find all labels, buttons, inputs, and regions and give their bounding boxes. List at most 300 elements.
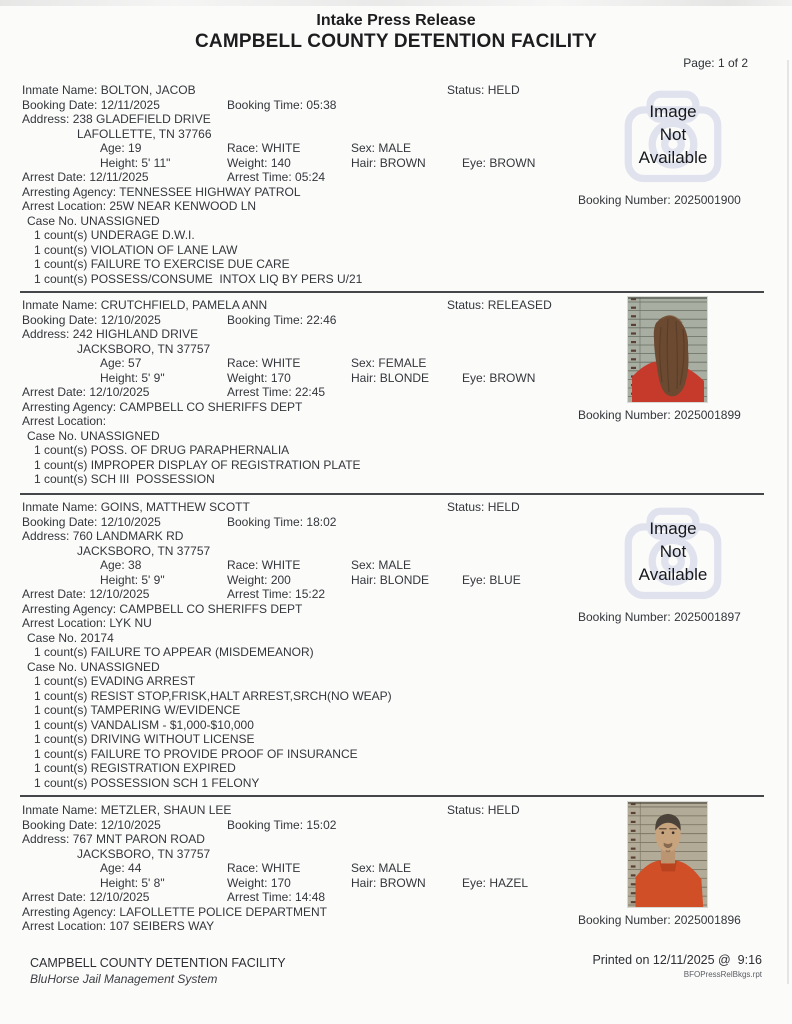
booking-time-field-value: 22:46 (306, 312, 337, 327)
race-field-label: Race: (227, 558, 259, 572)
status-field-value: RELEASED (487, 298, 552, 312)
hair-field-label: Hair: (351, 875, 377, 890)
arresting-agency-field-label: Arresting Agency: (22, 399, 117, 414)
height-field-label: Height: (100, 370, 139, 385)
address-field-value: 242 HIGHLAND DRIVE (72, 327, 199, 341)
inmate-name-field-label: Inmate Name: (22, 803, 98, 817)
eye-field-label: Eye: (462, 875, 487, 890)
record-line (0, 703, 792, 718)
charge-line (34, 243, 237, 257)
address-city-field-value: JACKSBORO, TN 37757 (77, 543, 211, 558)
arrest-location-field-value: LYK NU (109, 616, 152, 630)
booking-number-label: Booking Number: (578, 610, 671, 624)
status-field-value: HELD (487, 83, 520, 97)
arrest-time-field-label: Arrest Time: (227, 385, 292, 399)
record-line (0, 674, 792, 689)
hair-field (351, 371, 429, 385)
sex-field-value: MALE (378, 558, 412, 572)
image-na-text: Available (638, 148, 708, 167)
booking-number-value: 2025001899 (674, 408, 741, 422)
footer-printed-timestamp: Printed on 12/11/2025 @ 9:16 (592, 953, 762, 967)
height-field (100, 371, 165, 385)
booking-time-field-label: Booking Time: (227, 514, 304, 529)
weight-field (227, 156, 291, 170)
age-field-label: Age: (100, 141, 125, 155)
image-na-text: Not (659, 542, 687, 561)
inmate-name-field-label: Inmate Name: (22, 298, 98, 312)
record-line (0, 472, 792, 487)
race-field-label: Race: (227, 141, 259, 155)
charge-line-value: RESIST STOP,FRISK,HALT ARREST,SRCH(NO WEAP) (90, 688, 392, 703)
hair-field-value: BLONDE (379, 370, 430, 385)
status-field-label: Status: (447, 298, 485, 312)
status-field-value: HELD (487, 500, 520, 514)
arresting-agency-field-label: Arresting Agency: (22, 904, 117, 919)
charge-line-value: REGISTRATION EXPIRED (90, 761, 236, 775)
arresting-agency-field-label: Arresting Agency: (22, 601, 117, 616)
booking-time-field-label: Booking Time: (227, 312, 304, 327)
arrest-time-field-value: 05:24 (295, 170, 326, 184)
charge-line-value: POSSESSION SCH 1 FELONY (90, 775, 260, 790)
record-line (0, 429, 792, 444)
booking-number (578, 193, 741, 207)
case-number-field-label: Case No. (27, 630, 78, 645)
booking-time-field-value: 18:02 (306, 514, 337, 529)
race-field (227, 356, 300, 370)
height-field (100, 156, 170, 170)
arrest-time-field-label: Arrest Time: (227, 587, 292, 601)
charge-line-value: VANDALISM - $1,000-$10,000 (90, 717, 254, 732)
charge-line-label: 1 count(s) (34, 457, 88, 472)
charge-line (34, 747, 358, 761)
image-na-text: Image (649, 102, 697, 121)
address-city-field (77, 544, 210, 558)
charge-line (34, 443, 289, 457)
arrest-date-field-value: 12/10/2025 (89, 385, 150, 399)
case-number-field (27, 660, 160, 674)
case-number-field (27, 214, 160, 228)
booking-time-field-value: 05:38 (306, 97, 337, 112)
record-line (0, 257, 792, 272)
inmate-record (0, 803, 792, 934)
race-field (227, 141, 300, 155)
weight-field-value: 170 (270, 875, 291, 890)
eye-field-value: BROWN (489, 155, 536, 170)
sex-field (351, 141, 411, 155)
sex-field-value: MALE (378, 141, 412, 155)
arresting-agency-field (22, 602, 302, 616)
address-field-label: Address: (22, 112, 70, 126)
weight-field-label: Weight: (227, 370, 268, 385)
record-line (0, 458, 792, 473)
race-field-value: WHITE (261, 558, 301, 572)
status-field (447, 83, 520, 97)
weight-field-value: 170 (270, 370, 291, 385)
booking-time-field-value: 15:02 (306, 817, 337, 832)
eye-field-label: Eye: (462, 370, 487, 385)
arresting-agency-field-value: CAMPBELL CO SHERIFFS DEPT (119, 399, 303, 414)
booking-number-label: Booking Number: (578, 193, 671, 207)
arrest-time-field-label: Arrest Time: (227, 170, 292, 184)
sex-field-value: FEMALE (378, 356, 427, 370)
inmate-name-field (22, 83, 196, 97)
inmate-record (0, 500, 792, 790)
age-field-value: 44 (128, 861, 142, 875)
report-title: Intake Press Release (316, 12, 476, 29)
sex-field-label: Sex: (351, 861, 376, 875)
arresting-agency-field (22, 185, 301, 199)
booking-date-field (22, 515, 161, 529)
address-city-field-value: JACKSBORO, TN 37757 (77, 846, 211, 861)
booking-time-field (227, 98, 336, 112)
case-number-field-value: UNASSIGNED (80, 659, 160, 674)
arrest-time-field (227, 385, 325, 399)
address-city-field-value: LAFOLLETTE, TN 37766 (77, 126, 212, 141)
race-field-value: WHITE (261, 356, 301, 370)
charge-line-label: 1 count(s) (34, 703, 88, 717)
charge-line-label: 1 count(s) (34, 761, 88, 775)
height-field (100, 573, 165, 587)
arresting-agency-field (22, 400, 302, 414)
weight-field-value: 200 (270, 572, 291, 587)
arrest-date-field (22, 385, 149, 399)
arrest-date-field-value: 12/11/2025 (89, 170, 149, 184)
inmate-name-field (22, 500, 250, 514)
status-field (447, 803, 520, 817)
case-number-field-label: Case No. (27, 428, 78, 443)
height-field-value: 5' 9" (141, 572, 165, 587)
height-field-label: Height: (100, 875, 139, 890)
address-city-field (77, 342, 210, 356)
sex-field-label: Sex: (351, 558, 376, 572)
hair-field (351, 156, 426, 170)
arrest-date-field (22, 890, 149, 904)
height-field-value: 5' 8" (141, 875, 165, 890)
arrest-date-field (22, 587, 149, 601)
weight-field (227, 876, 291, 890)
weight-field (227, 573, 291, 587)
arrest-location-field-label: Arrest Location: (22, 414, 107, 428)
booking-number-label: Booking Number: (578, 408, 671, 422)
address-field-value: 767 MNT PARON ROAD (72, 832, 205, 846)
arrest-time-field (227, 890, 325, 904)
height-field (100, 876, 165, 890)
charge-line-value: SCH III POSSESSION (90, 472, 215, 486)
weight-field-label: Weight: (227, 572, 268, 587)
arrest-time-field-value: 14:48 (295, 890, 326, 904)
arrest-location-field (22, 414, 109, 428)
charge-line-label: 1 count(s) (34, 688, 88, 703)
race-field (227, 861, 300, 875)
sex-field (351, 356, 426, 370)
address-field (22, 529, 183, 543)
eye-field (462, 371, 535, 385)
address-field-label: Address: (22, 327, 70, 341)
charge-line-label: 1 count(s) (34, 242, 88, 257)
booking-number (578, 610, 741, 624)
charge-line (34, 718, 254, 732)
status-field (447, 500, 520, 514)
eye-field-label: Eye: (462, 572, 487, 587)
booking-date-field-label: Booking Date: (22, 817, 98, 832)
age-field-value: 57 (128, 356, 142, 370)
record-line (0, 747, 792, 762)
booking-date-field-label: Booking Date: (22, 312, 98, 327)
arresting-agency-field-label: Arresting Agency: (22, 184, 117, 199)
race-field-value: WHITE (261, 141, 301, 155)
charge-line-value: TAMPERING W/EVIDENCE (90, 703, 241, 717)
record-divider (20, 493, 764, 495)
age-field (100, 356, 141, 370)
race-field-value: WHITE (261, 861, 301, 875)
case-number-field (27, 429, 160, 443)
booking-number (578, 408, 741, 422)
address-city-field (77, 127, 212, 141)
eye-field (462, 156, 535, 170)
status-field-value: HELD (487, 803, 520, 817)
charge-line-label: 1 count(s) (34, 257, 88, 271)
age-field-value: 19 (128, 141, 142, 155)
arresting-agency-field-value: LAFOLLETTE POLICE DEPARTMENT (119, 904, 328, 919)
hair-field-label: Hair: (351, 370, 377, 385)
age-field-label: Age: (100, 861, 125, 875)
sex-field (351, 558, 411, 572)
eye-field (462, 876, 528, 890)
age-field (100, 558, 141, 572)
scan-artifact-top (0, 0, 792, 6)
inmate-record (0, 298, 792, 487)
hair-field-label: Hair: (351, 572, 377, 587)
case-number-field-value: UNASSIGNED (80, 428, 160, 443)
height-field-label: Height: (100, 155, 139, 170)
booking-date-field-label: Booking Date: (22, 97, 98, 112)
charge-line-label: 1 count(s) (34, 443, 88, 457)
mugshot-photo (627, 801, 708, 908)
record-line (0, 732, 792, 747)
charge-line-value: DRIVING WITHOUT LICENSE (90, 732, 255, 746)
hair-field-value: BROWN (379, 155, 426, 170)
address-field-label: Address: (22, 529, 70, 543)
booking-date-field-value: 12/11/2025 (100, 97, 160, 112)
inmate-name-field (22, 298, 267, 312)
arrest-time-field (227, 587, 325, 601)
status-field-label: Status: (447, 83, 485, 97)
charge-line-label: 1 count(s) (34, 472, 88, 486)
image-not-available (598, 89, 748, 251)
charge-line-value: FAILURE TO APPEAR (MISDEMEANOR) (90, 645, 314, 659)
race-field (227, 558, 300, 572)
charge-line (34, 761, 236, 775)
booking-time-field-label: Booking Time: (227, 817, 304, 832)
charge-line-value: POSSESS/CONSUME INTOX LIQ BY PERS U/21 (90, 271, 363, 286)
mugshot-male-front (628, 802, 707, 907)
weight-field-value: 140 (270, 155, 291, 170)
mugshot-photo (627, 296, 708, 403)
age-field (100, 861, 141, 875)
booking-number-value: 2025001897 (674, 610, 741, 624)
booking-date-field (22, 818, 161, 832)
inmate-name-field-value: CRUTCHFIELD, PAMELA ANN (100, 298, 268, 312)
record-divider (20, 795, 764, 797)
booking-number-value: 2025001900 (674, 193, 741, 207)
record-line (0, 689, 792, 704)
address-city-field-value: JACKSBORO, TN 37757 (77, 341, 211, 356)
eye-field-label: Eye: (462, 155, 487, 170)
charge-line (34, 458, 361, 472)
arrest-time-field (227, 170, 325, 184)
arrest-location-field (22, 616, 152, 630)
height-field-value: 5' 9" (141, 370, 165, 385)
arrest-date-field-label: Arrest Date: (22, 385, 87, 399)
sex-field-value: MALE (378, 861, 412, 875)
race-field-label: Race: (227, 861, 259, 875)
weight-field-label: Weight: (227, 155, 268, 170)
status-field-label: Status: (447, 500, 485, 514)
arrest-location-field-label: Arrest Location: (22, 919, 107, 933)
record-line (0, 718, 792, 733)
charge-line (34, 776, 259, 790)
arrest-location-field-value: 107 SEIBERS WAY (109, 919, 215, 933)
arrest-location-field (22, 199, 256, 213)
case-number-field-value: 20174 (80, 630, 114, 645)
arrest-location-field (22, 919, 214, 933)
race-field-label: Race: (227, 356, 259, 370)
charge-line (34, 732, 255, 746)
image-na-text: Not (659, 125, 687, 144)
image-not-available (598, 506, 748, 668)
weight-field-label: Weight: (227, 875, 268, 890)
arrest-date-field-value: 12/10/2025 (89, 587, 150, 601)
status-field-label: Status: (447, 803, 485, 817)
status-field (447, 298, 552, 312)
arrest-location-field-value: 25W NEAR KENWOOD LN (109, 199, 257, 213)
booking-number (578, 913, 741, 927)
arrest-time-field-label: Arrest Time: (227, 890, 292, 904)
charge-line-value: EVADING ARREST (90, 674, 196, 688)
charge-line-value: FAILURE TO PROVIDE PROOF OF INSURANCE (90, 746, 358, 761)
booking-time-field (227, 313, 336, 327)
footer-report-filename: BFOPressRelBkgs.rpt (683, 970, 762, 979)
inmate-name-field-label: Inmate Name: (22, 83, 98, 97)
record-divider (20, 291, 764, 293)
charge-line-label: 1 count(s) (34, 271, 88, 286)
age-field (100, 141, 141, 155)
arresting-agency-field-value: CAMPBELL CO SHERIFFS DEPT (119, 601, 303, 616)
record-line (0, 272, 792, 287)
charge-line-label: 1 count(s) (34, 674, 88, 688)
case-number-field-label: Case No. (27, 659, 78, 674)
sex-field (351, 861, 411, 875)
inmate-name-field (22, 803, 231, 817)
arrest-date-field (22, 170, 149, 184)
charge-line (34, 689, 392, 703)
charge-line (34, 703, 240, 717)
booking-date-field-label: Booking Date: (22, 514, 98, 529)
eye-field (462, 573, 521, 587)
arresting-agency-field-value: TENNESSEE HIGHWAY PATROL (119, 184, 301, 199)
mugshot-female-back (628, 297, 707, 402)
hair-field-value: BROWN (379, 875, 426, 890)
charge-line (34, 257, 290, 271)
address-field-value: 760 LANDMARK RD (72, 529, 184, 543)
arrest-time-field-value: 22:45 (295, 385, 326, 399)
booking-time-field (227, 818, 336, 832)
address-field (22, 112, 211, 126)
inmate-name-field-value: BOLTON, JACOB (100, 83, 196, 97)
address-field (22, 327, 198, 341)
charge-line-label: 1 count(s) (34, 746, 88, 761)
record-line (0, 443, 792, 458)
case-number-field-label: Case No. (27, 213, 78, 228)
arrest-date-field-value: 12/10/2025 (89, 890, 150, 904)
case-number-field (27, 631, 114, 645)
arrest-location-field-label: Arrest Location: (22, 199, 107, 213)
charge-line (34, 645, 314, 659)
address-city-field (77, 847, 210, 861)
age-field-label: Age: (100, 356, 125, 370)
eye-field-value: HAZEL (489, 875, 529, 890)
image-na-text: Image (649, 519, 697, 538)
height-field-value: 5' 11" (141, 155, 171, 170)
inmate-name-field-value: GOINS, MATTHEW SCOTT (100, 500, 250, 514)
address-field-value: 238 GLADEFIELD DRIVE (72, 112, 211, 126)
arrest-date-field-label: Arrest Date: (22, 890, 87, 904)
address-field-label: Address: (22, 832, 70, 846)
charge-line-value: POSS. OF DRUG PARAPHERNALIA (90, 443, 290, 457)
record-line (0, 776, 792, 791)
eye-field-value: BLUE (489, 572, 521, 587)
booking-date-field-value: 12/10/2025 (100, 817, 161, 832)
charge-line-label: 1 count(s) (34, 717, 88, 732)
hair-field-value: BLONDE (379, 572, 430, 587)
booking-date-field-value: 12/10/2025 (100, 312, 161, 327)
charge-line (34, 674, 195, 688)
weight-field (227, 371, 291, 385)
sex-field-label: Sex: (351, 356, 376, 370)
image-na-text: Available (638, 565, 708, 584)
charge-line (34, 228, 195, 242)
arrest-date-field-label: Arrest Date: (22, 170, 87, 184)
charge-line-label: 1 count(s) (34, 228, 88, 242)
booking-number-label: Booking Number: (578, 913, 671, 927)
charge-line (34, 472, 215, 486)
booking-number-value: 2025001896 (674, 913, 741, 927)
footer-facility-name: CAMPBELL COUNTY DETENTION FACILITY (30, 956, 286, 970)
age-field-value: 38 (128, 558, 142, 572)
charge-line-value: UNDERAGE D.W.I. (90, 228, 195, 242)
address-field (22, 832, 205, 846)
booking-time-field (227, 515, 336, 529)
record-line (0, 761, 792, 776)
case-number-field-value: UNASSIGNED (80, 213, 160, 228)
charge-line-label: 1 count(s) (34, 775, 88, 790)
height-field-label: Height: (100, 572, 139, 587)
charge-line (34, 272, 362, 286)
booking-date-field-value: 12/10/2025 (100, 514, 161, 529)
page-indicator: Page: 1 of 2 (683, 56, 748, 70)
booking-time-field-label: Booking Time: (227, 97, 304, 112)
charge-line-value: VIOLATION OF LANE LAW (90, 242, 238, 257)
eye-field-value: BROWN (489, 370, 536, 385)
inmate-record (0, 83, 792, 286)
arrest-date-field-label: Arrest Date: (22, 587, 87, 601)
hair-field (351, 876, 426, 890)
arrest-location-field-label: Arrest Location: (22, 616, 107, 630)
arresting-agency-field (22, 905, 327, 919)
facility-title: CAMPBELL COUNTY DETENTION FACILITY (195, 31, 597, 52)
charge-line-value: FAILURE TO EXERCISE DUE CARE (90, 257, 290, 271)
hair-field (351, 573, 429, 587)
